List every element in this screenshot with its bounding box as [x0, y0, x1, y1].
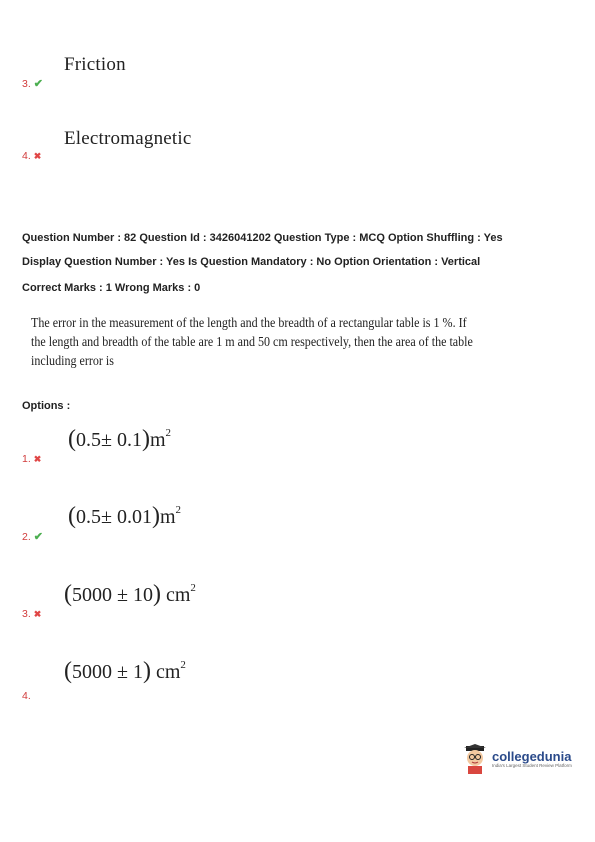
- option-1-exponent: 2: [165, 427, 172, 439]
- logo-name: collegedunia: [492, 749, 572, 764]
- mascot-icon: [462, 744, 488, 774]
- option-1-number: [22, 453, 41, 465]
- option-3-unit: cm: [160, 584, 191, 606]
- question-meta-line-3: Correct Marks : 1 Wrong Marks : 0: [22, 282, 201, 294]
- question-meta-line-2: Display Question Number : Yes Is Question Mandatory : No Option Orientation : Vertical: [22, 256, 481, 268]
- option-3-answer: (5000 ± 10) $cm^2$: [64, 581, 196, 607]
- cross-icon: ✖: [33, 608, 42, 619]
- option-2-value: 0.5± 0.01: [76, 506, 152, 528]
- prev-option-4-text: Electromagnetic: [64, 128, 192, 149]
- option-3-exponent: 2: [190, 582, 196, 594]
- collegedunia-logo: [462, 744, 572, 774]
- check-icon: ✔: [33, 78, 43, 90]
- option-3-value: 5000 ± 10: [72, 584, 153, 606]
- question-text: [31, 314, 545, 371]
- option-2-number: [22, 530, 43, 543]
- option-1-value: 0.5± 0.1: [76, 429, 142, 451]
- question-text-line-1: The error in the measurement of the length and the breadth of a rectangular table is 1 %. If: [31, 316, 467, 331]
- cross-icon: ✖: [33, 150, 42, 161]
- option-number: 4.: [22, 150, 31, 162]
- option-1-unit: m: [149, 429, 166, 451]
- option-number: 2.: [22, 530, 31, 543]
- cross-icon: ✖: [33, 453, 42, 464]
- question-text-line-3: including error is: [31, 354, 114, 369]
- option-4-answer: (5000 ± 1) $cm^2$: [64, 658, 186, 684]
- option-4-exponent: 2: [180, 659, 186, 671]
- option-2-answer: $(0.5\pm 0.01)m^2$: [68, 503, 182, 529]
- check-icon: ✔: [33, 531, 43, 543]
- option-2-unit: m: [159, 506, 176, 528]
- option-2-exponent: 2: [175, 504, 182, 516]
- logo-tagline: India's Largest Student Review Platform: [492, 763, 572, 768]
- option-3-number: [22, 608, 41, 620]
- question-text-line-2: the length and breadth of the table are 1 m and 50 cm respectively, then the area of the table: [31, 335, 473, 350]
- option-4-number: [22, 690, 31, 702]
- prev-option-4-number: [22, 150, 41, 162]
- prev-option-3-number: [22, 77, 43, 90]
- option-4-unit: cm: [150, 661, 181, 683]
- option-number: 1.: [22, 453, 31, 465]
- option-4-value: 5000 ± 1: [72, 661, 143, 683]
- option-1-answer: $(0.5\pm 0.1)m^2$: [68, 426, 172, 452]
- option-number: 3.: [22, 77, 31, 90]
- question-meta-line-1: Question Number : 82 Question Id : 3426041202 Question Type : MCQ Option Shuffling : Yes: [22, 232, 503, 244]
- options-label: Options :: [22, 400, 71, 412]
- option-number: 3.: [22, 608, 31, 620]
- prev-option-3-text: Friction: [64, 54, 126, 75]
- option-number: 4.: [22, 690, 31, 702]
